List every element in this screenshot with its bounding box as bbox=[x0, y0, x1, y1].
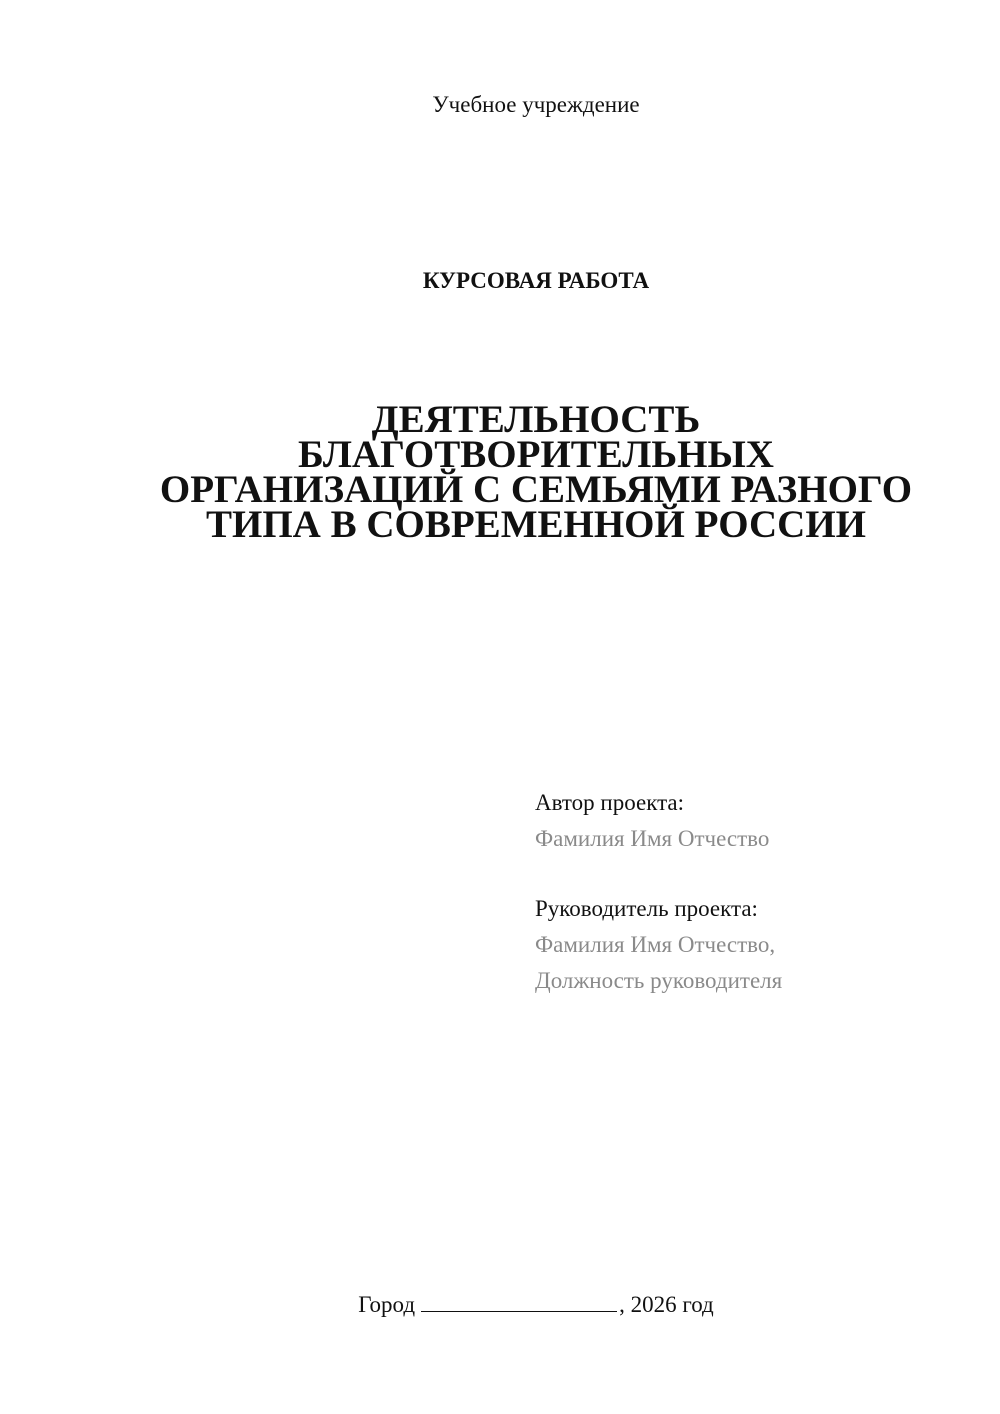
work-title bbox=[100, 398, 972, 546]
city-year-line bbox=[0, 1289, 1000, 1321]
author-label: Автор проекта: bbox=[535, 790, 684, 815]
work-title-line: ДЕЯТЕЛЬНОСТЬ bbox=[371, 398, 701, 441]
work-title-line: ОРГАНИЗАЦИЙ С СЕМЬЯМИ РАЗНОГО bbox=[159, 468, 913, 511]
credits-spacer bbox=[535, 857, 975, 891]
work-type-heading: КУРСОВАЯ РАБОТА bbox=[422, 268, 650, 293]
author-name: Фамилия Имя Отчество bbox=[535, 826, 770, 851]
supervisor-position: Должность руководителя bbox=[535, 968, 783, 993]
year-text: , 2026 год bbox=[619, 1292, 714, 1317]
city-blank-underline bbox=[421, 1289, 617, 1312]
supervisor-label: Руководитель проекта: bbox=[535, 896, 758, 921]
institution-name: Учебное учреждение bbox=[432, 92, 640, 117]
city-label: Город bbox=[358, 1292, 416, 1317]
supervisor-name: Фамилия Имя Отчество, bbox=[535, 932, 776, 957]
credits-block bbox=[535, 785, 975, 999]
work-title-line: ТИПА В СОВРЕМЕННОЙ РОССИИ bbox=[205, 503, 867, 546]
work-title-line: БЛАГОТВОРИТЕЛЬНЫХ bbox=[298, 433, 774, 476]
